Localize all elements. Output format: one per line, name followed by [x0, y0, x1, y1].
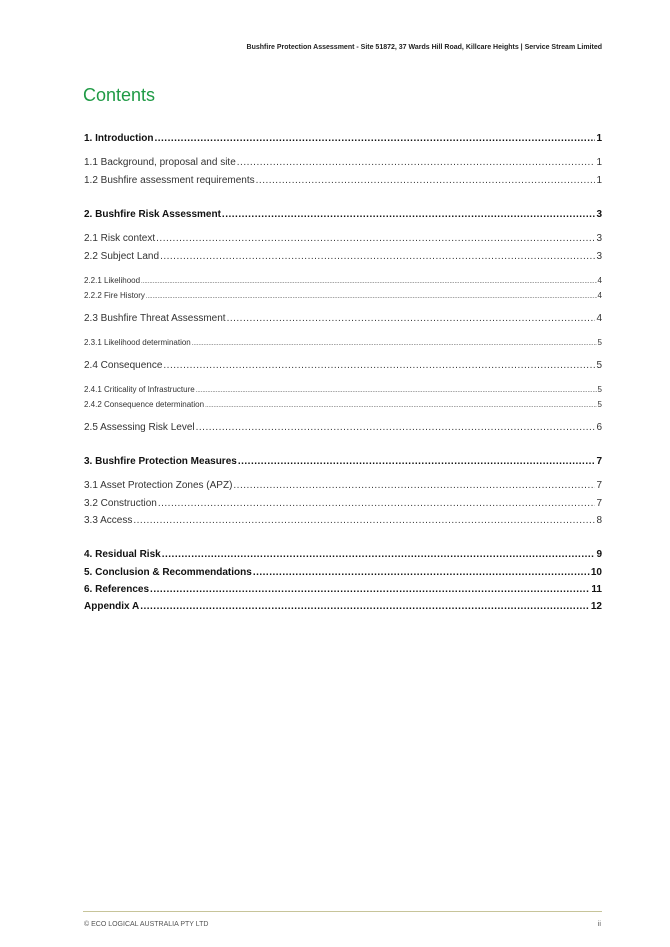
running-header: Bushfire Protection Assessment - Site 51872, 37 Wards Hill Road, Killcare Heights | Service Stream Limited — [246, 44, 602, 51]
page-title: Contents — [83, 85, 156, 105]
toc-entry-label: 2.3 Bushfire Threat Assessment — [84, 313, 226, 324]
toc-entry-page: 11 — [591, 584, 602, 595]
toc-leader — [163, 360, 595, 371]
toc-leader — [205, 400, 596, 409]
toc-leader — [158, 498, 596, 509]
toc-entry[interactable] — [84, 400, 602, 409]
toc-entry[interactable] — [84, 601, 602, 612]
toc-entry-label: 2.4 Consequence — [84, 360, 163, 371]
toc-leader — [133, 515, 595, 526]
toc-entry-page: 3 — [596, 233, 602, 244]
toc-leader — [141, 276, 597, 285]
toc-leader — [154, 133, 595, 144]
toc-entry-label: 3.3 Access — [84, 515, 133, 526]
toc-entry-page: 7 — [596, 480, 602, 491]
toc-entry[interactable] — [84, 133, 602, 144]
toc-entry-label: 2.2.1 Likelihood — [84, 276, 141, 285]
toc-entry-page: 8 — [596, 515, 602, 526]
toc-entry-label: 2.3.1 Likelihood determination — [84, 338, 191, 347]
toc-entry[interactable] — [84, 567, 602, 578]
toc-leader — [256, 175, 596, 186]
toc-entry[interactable] — [84, 313, 602, 324]
toc-leader — [160, 251, 595, 262]
toc-entry[interactable] — [84, 251, 602, 262]
toc-entry-label: 1. Introduction — [84, 133, 154, 144]
toc-entry-label: 2.5 Assessing Risk Level — [84, 422, 195, 433]
toc-entry-page: 4 — [597, 276, 602, 285]
toc-entry[interactable] — [84, 233, 602, 244]
footer-page-number: ii — [597, 921, 601, 928]
toc-leader — [196, 422, 596, 433]
toc-entry[interactable] — [84, 498, 602, 509]
toc-entry[interactable] — [84, 515, 602, 526]
toc-entry[interactable] — [84, 209, 602, 220]
toc-entry[interactable] — [84, 360, 602, 371]
toc-entry-page: 10 — [590, 567, 602, 578]
toc-entry-page: 4 — [597, 291, 602, 300]
toc-entry-label: 2. Bushfire Risk Assessment — [84, 209, 221, 220]
toc-entry[interactable] — [84, 291, 602, 300]
toc-leader — [227, 313, 596, 324]
toc-entry-label: 4. Residual Risk — [84, 549, 161, 560]
toc-entry-label: 2.4.2 Consequence determination — [84, 400, 205, 409]
toc-entry-label: 2.4.1 Criticality of Infrastructure — [84, 385, 195, 394]
toc-entry-label: 2.1 Risk context — [84, 233, 156, 244]
toc-entry-label: 3.1 Asset Protection Zones (APZ) — [84, 480, 233, 491]
toc-entry[interactable] — [84, 338, 602, 347]
toc-entry-label: 2.2.2 Fire History — [84, 291, 145, 300]
toc-entry-page: 3 — [596, 209, 602, 220]
toc-leader — [253, 567, 590, 578]
toc-entry-page: 5 — [597, 338, 602, 347]
footer-divider — [83, 911, 602, 912]
toc-entry-page: 5 — [597, 400, 602, 409]
toc-entry[interactable] — [84, 276, 602, 285]
toc-entry-page: 7 — [596, 498, 602, 509]
toc-entry-label: Appendix A — [84, 601, 140, 612]
toc-entry-label: 6. References — [84, 584, 150, 595]
toc-entry-page: 5 — [597, 385, 602, 394]
toc-entry-page: 1 — [596, 133, 602, 144]
toc-entry[interactable] — [84, 549, 602, 560]
toc-entry[interactable] — [84, 480, 602, 491]
toc-leader — [233, 480, 595, 491]
toc-entry-page: 3 — [596, 251, 602, 262]
footer-copyright: © ECO LOGICAL AUSTRALIA PTY LTD — [84, 921, 209, 928]
toc-entry-page: 12 — [590, 601, 602, 612]
toc-entry-label: 3.2 Construction — [84, 498, 157, 509]
toc-leader — [238, 456, 596, 467]
toc-leader — [162, 549, 596, 560]
toc-entry-page: 9 — [596, 549, 602, 560]
toc-entry-label: 5. Conclusion & Recommendations — [84, 567, 252, 578]
toc-entry-label: 2.2 Subject Land — [84, 251, 160, 262]
toc-entry[interactable] — [84, 422, 602, 433]
toc-leader — [140, 601, 590, 612]
toc-entry-label: 1.1 Background, proposal and site — [84, 157, 236, 168]
toc-entry[interactable] — [84, 385, 602, 394]
toc-leader — [196, 385, 597, 394]
toc-leader — [222, 209, 596, 220]
toc-entry-page: 5 — [596, 360, 602, 371]
toc-entry-page: 1 — [596, 157, 602, 168]
toc-entry-page: 1 — [596, 175, 602, 186]
toc-entry-label: 1.2 Bushfire assessment requirements — [84, 175, 255, 186]
toc-leader — [156, 233, 595, 244]
toc-entry-page: 7 — [596, 456, 602, 467]
toc-leader — [150, 584, 590, 595]
toc-entry-label: 3. Bushfire Protection Measures — [84, 456, 237, 467]
toc-entry-page: 4 — [596, 313, 602, 324]
toc-leader — [192, 338, 597, 347]
toc-entry[interactable] — [84, 175, 602, 186]
toc-leader — [237, 157, 596, 168]
toc-entry[interactable] — [84, 157, 602, 168]
toc-entry-page: 6 — [596, 422, 602, 433]
toc-leader — [146, 291, 597, 300]
toc-entry[interactable] — [84, 584, 602, 595]
toc-entry[interactable] — [84, 456, 602, 467]
